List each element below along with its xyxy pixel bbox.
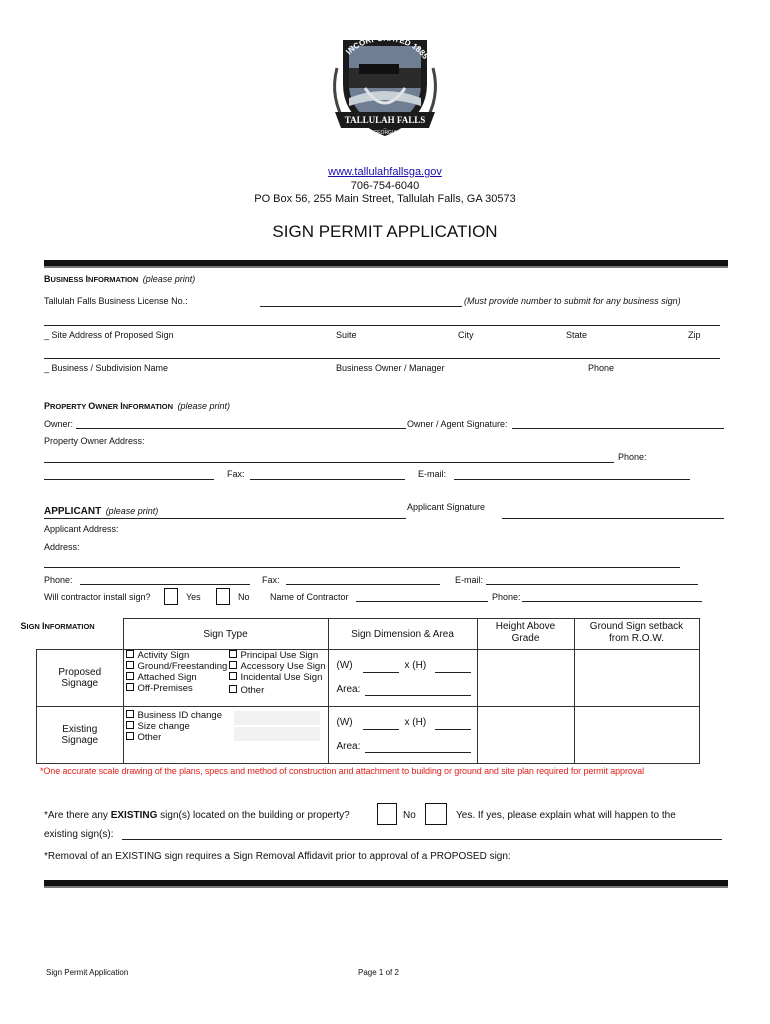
existing-sign-no-label: No bbox=[403, 810, 416, 821]
applicant-phone-line[interactable] bbox=[80, 584, 250, 585]
suite-label: Suite bbox=[336, 330, 357, 340]
checkbox-icon[interactable] bbox=[126, 721, 134, 729]
existing-area-input[interactable] bbox=[365, 752, 471, 753]
existing-signs-line[interactable] bbox=[122, 839, 722, 840]
license-input-line[interactable] bbox=[260, 306, 462, 307]
applicant-address-line[interactable] bbox=[44, 567, 680, 568]
applicant-signature-line[interactable] bbox=[502, 518, 724, 519]
proposed-height-input[interactable] bbox=[435, 672, 471, 673]
col-height-above-grade: Height Above Grade bbox=[477, 619, 574, 650]
proposed-width-input[interactable] bbox=[363, 672, 399, 673]
existing-sign-explain-label: Yes. If yes, please explain what will happen to the bbox=[456, 810, 676, 821]
proposed-width-label: (W) bbox=[336, 660, 353, 671]
contractor-no-checkbox[interactable] bbox=[216, 588, 230, 605]
proposed-setback-cell[interactable] bbox=[574, 650, 699, 707]
sign-info-heading-cell bbox=[20, 619, 124, 650]
existing-area-label: Area: bbox=[336, 741, 361, 752]
contractor-yes-checkbox[interactable] bbox=[164, 588, 178, 605]
existing-height-cell[interactable] bbox=[477, 707, 574, 764]
checkbox-icon[interactable] bbox=[229, 650, 237, 658]
contractor-name-line[interactable] bbox=[356, 601, 488, 602]
section-divider-top bbox=[44, 260, 728, 268]
shaded-field bbox=[234, 727, 320, 741]
contractor-question: Will contractor install sign? bbox=[44, 592, 151, 602]
checkbox-icon[interactable] bbox=[126, 661, 134, 669]
property-section-heading: PROPERTY OWNER INFORMATION (please print) bbox=[44, 401, 231, 411]
existing-sign-no-checkbox[interactable] bbox=[425, 803, 447, 825]
existing-sign-question: *Are there any EXISTING sign(s) located on the building or property? bbox=[44, 810, 350, 821]
site-address-line[interactable] bbox=[44, 325, 720, 326]
checkbox-icon[interactable] bbox=[126, 650, 134, 658]
existing-type-size-change[interactable]: Size change bbox=[126, 721, 190, 732]
business-phone-label: Phone bbox=[588, 363, 615, 373]
site-address-label: _ Site Address of Proposed Sign bbox=[44, 330, 174, 340]
owner-signature-label: Owner / Agent Signature: bbox=[407, 419, 508, 429]
property-fax-label: Fax: bbox=[227, 469, 245, 479]
proposed-area-input[interactable] bbox=[365, 695, 471, 696]
applicant-phone-label: Phone: bbox=[44, 575, 73, 585]
applicant-email-label: E-mail: bbox=[455, 575, 484, 585]
property-email-label: E-mail: bbox=[418, 469, 447, 479]
proposed-area-label: Area: bbox=[336, 684, 361, 695]
checkbox-icon[interactable] bbox=[229, 661, 237, 669]
business-name-line[interactable] bbox=[44, 358, 720, 359]
property-email-line[interactable] bbox=[454, 479, 690, 480]
existing-dimension-cell bbox=[328, 707, 477, 764]
col-sign-type: Sign Type bbox=[123, 619, 328, 650]
property-address-line[interactable] bbox=[44, 462, 614, 463]
removal-affidavit-note: *Removal of an EXISTING sign requires a Sign Removal Affidavit prior to approval of a PROPOSED sign: bbox=[44, 851, 511, 862]
existing-width-label: (W) bbox=[336, 717, 353, 728]
proposed-sign-type-cell bbox=[123, 650, 328, 707]
existing-type-business-id[interactable]: Business ID change bbox=[126, 710, 223, 721]
existing-setback-cell[interactable] bbox=[574, 707, 699, 764]
proposed-type-offpremises[interactable]: Off-Premises bbox=[126, 683, 193, 694]
svg-text:INCORPORATED 1885: INCORPORATED 1885 bbox=[344, 33, 430, 61]
proposed-height-cell[interactable] bbox=[477, 650, 574, 707]
existing-sign-type-cell bbox=[123, 707, 328, 764]
state-label: State bbox=[566, 330, 588, 340]
existing-signage-row bbox=[37, 707, 700, 764]
proposed-type-activity[interactable]: Activity Sign bbox=[126, 650, 190, 661]
town-seal-logo bbox=[325, 28, 445, 140]
applicant-section-heading: APPLICANT (please print) bbox=[44, 506, 159, 517]
applicant-address-label: Applicant Address: bbox=[44, 524, 119, 534]
contractor-yes-label: Yes bbox=[186, 592, 201, 602]
shaded-field bbox=[234, 711, 320, 725]
checkbox-icon[interactable] bbox=[126, 683, 134, 691]
existing-type-other[interactable]: Other bbox=[126, 732, 162, 743]
drawing-requirement-note: *One accurate scale drawing of the plans, specs and method of construction and attachment to building or ground and site plan required for permit approval bbox=[40, 766, 644, 776]
existing-signage-label: Existing Signage bbox=[37, 707, 124, 764]
business-section-heading: BUSINESS INFORMATION (please print) bbox=[44, 274, 196, 284]
col-ground-setback: Ground Sign setback from R.O.W. bbox=[574, 619, 699, 650]
license-note: (Must provide number to submit for any business sign) bbox=[464, 296, 681, 306]
page-title: SIGN PERMIT APPLICATION bbox=[272, 222, 498, 241]
checkbox-icon[interactable] bbox=[126, 672, 134, 680]
svg-text:TALLULAH FALLS: TALLULAH FALLS bbox=[344, 115, 426, 125]
property-phone-line[interactable] bbox=[44, 479, 214, 480]
existing-signs-label: existing sign(s): bbox=[44, 829, 114, 840]
town-address: PO Box 56, 255 Main Street, Tallulah Falls, GA 30573 bbox=[254, 193, 516, 205]
checkbox-icon[interactable] bbox=[126, 710, 134, 718]
existing-sign-yes-checkbox[interactable] bbox=[377, 803, 397, 825]
checkbox-icon[interactable] bbox=[126, 732, 134, 740]
proposed-height-label: x (H) bbox=[404, 660, 427, 671]
contractor-no-label: No bbox=[238, 592, 250, 602]
owner-label: Owner: bbox=[44, 419, 74, 429]
city-label: City bbox=[458, 330, 474, 340]
checkbox-icon[interactable] bbox=[229, 685, 237, 693]
existing-width-input[interactable] bbox=[363, 729, 399, 730]
property-address-label: Property Owner Address: bbox=[44, 436, 145, 446]
zip-label: Zip bbox=[688, 330, 701, 340]
business-name-label: _ Business / Subdivision Name bbox=[44, 363, 169, 373]
sign-section-heading: SIGN INFORMATION bbox=[20, 620, 95, 631]
contractor-phone-label: Phone: bbox=[492, 592, 521, 602]
existing-height-input[interactable] bbox=[435, 729, 471, 730]
applicant-fax-label: Fax: bbox=[262, 575, 280, 585]
applicant-name-line[interactable] bbox=[44, 518, 406, 519]
contractor-phone-line[interactable] bbox=[522, 601, 702, 602]
owner-input-line[interactable] bbox=[76, 428, 406, 429]
proposed-type-accessory[interactable]: Accessory Use Sign bbox=[229, 661, 326, 672]
proposed-type-incidental[interactable]: Incidental Use Sign bbox=[229, 672, 323, 683]
proposed-type-other[interactable]: Other bbox=[229, 685, 265, 696]
owner-signature-line[interactable] bbox=[512, 428, 724, 429]
proposed-type-attached[interactable]: Attached Sign bbox=[126, 672, 197, 683]
proposed-type-principal[interactable]: Principal Use Sign bbox=[229, 650, 319, 661]
owner-manager-label: Business Owner / Manager bbox=[336, 363, 445, 373]
applicant-signature-label: Applicant Signature bbox=[407, 502, 486, 512]
property-fax-line[interactable] bbox=[250, 479, 405, 480]
existing-height-label: x (H) bbox=[404, 717, 427, 728]
sign-information-table bbox=[20, 618, 700, 764]
proposed-dimension-cell bbox=[328, 650, 477, 707]
website-link[interactable]: www.tallulahfallsga.gov bbox=[328, 166, 442, 178]
svg-text:GEORGIA: GEORGIA bbox=[373, 130, 397, 136]
address-label: Address: bbox=[44, 542, 80, 552]
applicant-fax-line[interactable] bbox=[286, 584, 440, 585]
license-label: Tallulah Falls Business License No.: bbox=[44, 296, 188, 306]
applicant-email-line[interactable] bbox=[486, 584, 698, 585]
proposed-signage-row bbox=[37, 650, 700, 707]
checkbox-icon[interactable] bbox=[229, 672, 237, 680]
town-phone: 706-754-6040 bbox=[350, 180, 420, 192]
footer-form-name: Sign Permit Application bbox=[46, 968, 129, 977]
col-sign-dimension: Sign Dimension & Area bbox=[328, 619, 477, 650]
property-phone-label: Phone: bbox=[618, 452, 647, 462]
footer-page-number: Page 1 of 2 bbox=[358, 968, 399, 977]
proposed-type-ground[interactable]: Ground/Freestanding bbox=[126, 661, 228, 672]
section-divider-bottom bbox=[44, 880, 728, 888]
contractor-name-label: Name of Contractor bbox=[270, 592, 349, 602]
proposed-signage-label: Proposed Signage bbox=[37, 650, 124, 707]
